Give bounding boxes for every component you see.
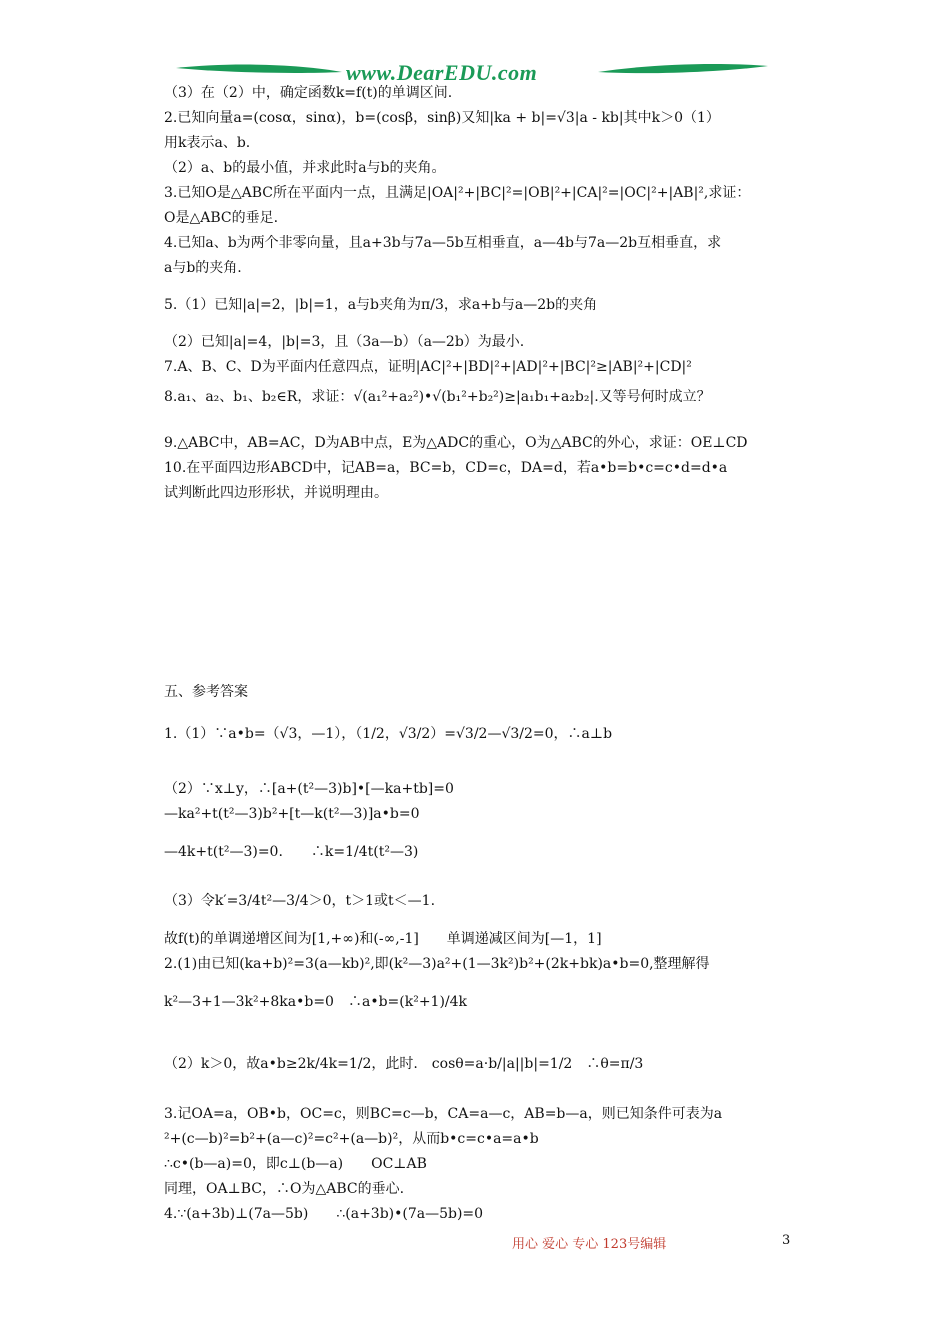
footer-credit: 用心 爱心 专心 123号编辑	[512, 1237, 667, 1252]
exercise-line: 9.△ABC中，AB=AC，D为AB中点，E为△ADC的重心，O为△ABC的外心，求证：OE⊥CD	[164, 435, 748, 451]
answer-line: 2.(1)由已知(ka+b)²=3(a—kb)²,即(k²—3)a²+(1—3k²)b²+(2k+bk)a•b=0,整理解得	[164, 956, 710, 972]
answer-line: 故f(t)的单调递增区间为[1,+∞)和(-∞,-1] 单调递减区间为[—1，1]	[164, 931, 602, 947]
answer-line: —ka²+t(t²—3)b²+[t—k(t²—3)]a•b=0	[164, 806, 420, 822]
exercise-line: 4.已知a、b为两个非零向量，且a+3b与7a—5b互相垂直，a—4b与7a—2b互相垂直，求	[164, 235, 722, 251]
exercise-line: 10.在平面四边形ABCD中，记AB=a，BC=b，CD=c，DA=d，若a•b=b•c=c•d=d•a	[164, 460, 728, 476]
exercise-line: （2）a、b的最小值，并求此时a与b的夹角。	[164, 160, 446, 176]
page-number: 3	[782, 1233, 791, 1248]
exercise-line: （2）已知|a|=4，|b|=3，且（3a—b）（a—2b）为最小.	[164, 334, 525, 350]
answer-line: 1.（1）∵a•b=（√3，—1），（1/2，√3/2）=√3/2—√3/2=0，∴a⊥b	[164, 726, 613, 742]
exercise-line: 8.a₁、a₂、b₁、b₂∈R，求证：√(a₁²+a₂²)•√(b₁²+b₂²)≥|a₁b₁+a₂b₂|.又等号何时成立？	[164, 389, 711, 405]
answer-line: （2）k＞0，故a•b≥2k/4k=1/2，此时. cosθ=a·b/|a||b|=1/2 ∴θ=π/3	[164, 1056, 644, 1072]
answer-line: k²—3+1—3k²+8ka•b=0 ∴a•b=(k²+1)/4k	[164, 994, 468, 1010]
answer-line: —4k+t(t²—3)=0. ∴k=1/4t(t²—3)	[164, 844, 419, 860]
exercise-line: 5.（1）已知|a|=2，|b|=1，a与b夹角为π/3，求a+b与a—2b的夹角	[164, 297, 598, 313]
answer-line: ∴c•(b—a)=0，即c⊥(b—a) OC⊥AB	[164, 1156, 427, 1172]
answer-line: （2）∵x⊥y，∴[a+(t²—3)b]•[—ka+tb]=0	[164, 781, 454, 797]
exercise-line: 3.已知O是△ABC所在平面内一点，且满足|OA|²+|BC|²=|OB|²+|CA|²=|OC|²+|AB|²,求证：	[164, 185, 751, 201]
exercise-line: O是△ABC的垂足.	[164, 210, 279, 226]
answer-line: ²+(c—b)²=b²+(a—c)²=c²+(a—b)²，从而b•c=c•a=a•b	[164, 1131, 539, 1147]
page-header	[0, 0, 950, 92]
site-logo: www.DearEDU.com	[346, 60, 538, 85]
exercise-line: 2.已知向量a=(cosα，sinα)，b=(cosβ，sinβ)又知|ka + b|=√3|a - kb|其中k＞0（1）	[164, 110, 720, 126]
exercise-line: 用k表示a、b.	[164, 135, 251, 151]
answer-line: 3.记OA=a，OB•b，OC=c，则BC=c—b，CA=a—c，AB=b—a，则已知条件可表为a	[164, 1106, 723, 1122]
exercise-line: （3）在（2）中，确定函数k=f(t)的单调区间.	[164, 85, 453, 101]
exercise-line: 试判断此四边形形状，并说明理由。	[164, 485, 388, 501]
answer-line: 同理，OA⊥BC，∴O为△ABC的垂心.	[164, 1181, 405, 1197]
answer-line: 4.∵(a+3b)⊥(7a—5b) ∴(a+3b)•(7a—5b)=0	[164, 1206, 484, 1222]
answers-title: 五、参考答案	[164, 684, 248, 700]
exercise-line: a与b的夹角.	[164, 260, 242, 276]
exercise-line: 7.A、B、C、D为平面内任意四点，证明|AC|²+|BD|²+|AD|²+|BC|²≥|AB|²+|CD|²	[164, 359, 692, 375]
answer-line: （3）令k′=3/4t²—3/4＞0，t＞1或t＜—1.	[164, 893, 436, 909]
